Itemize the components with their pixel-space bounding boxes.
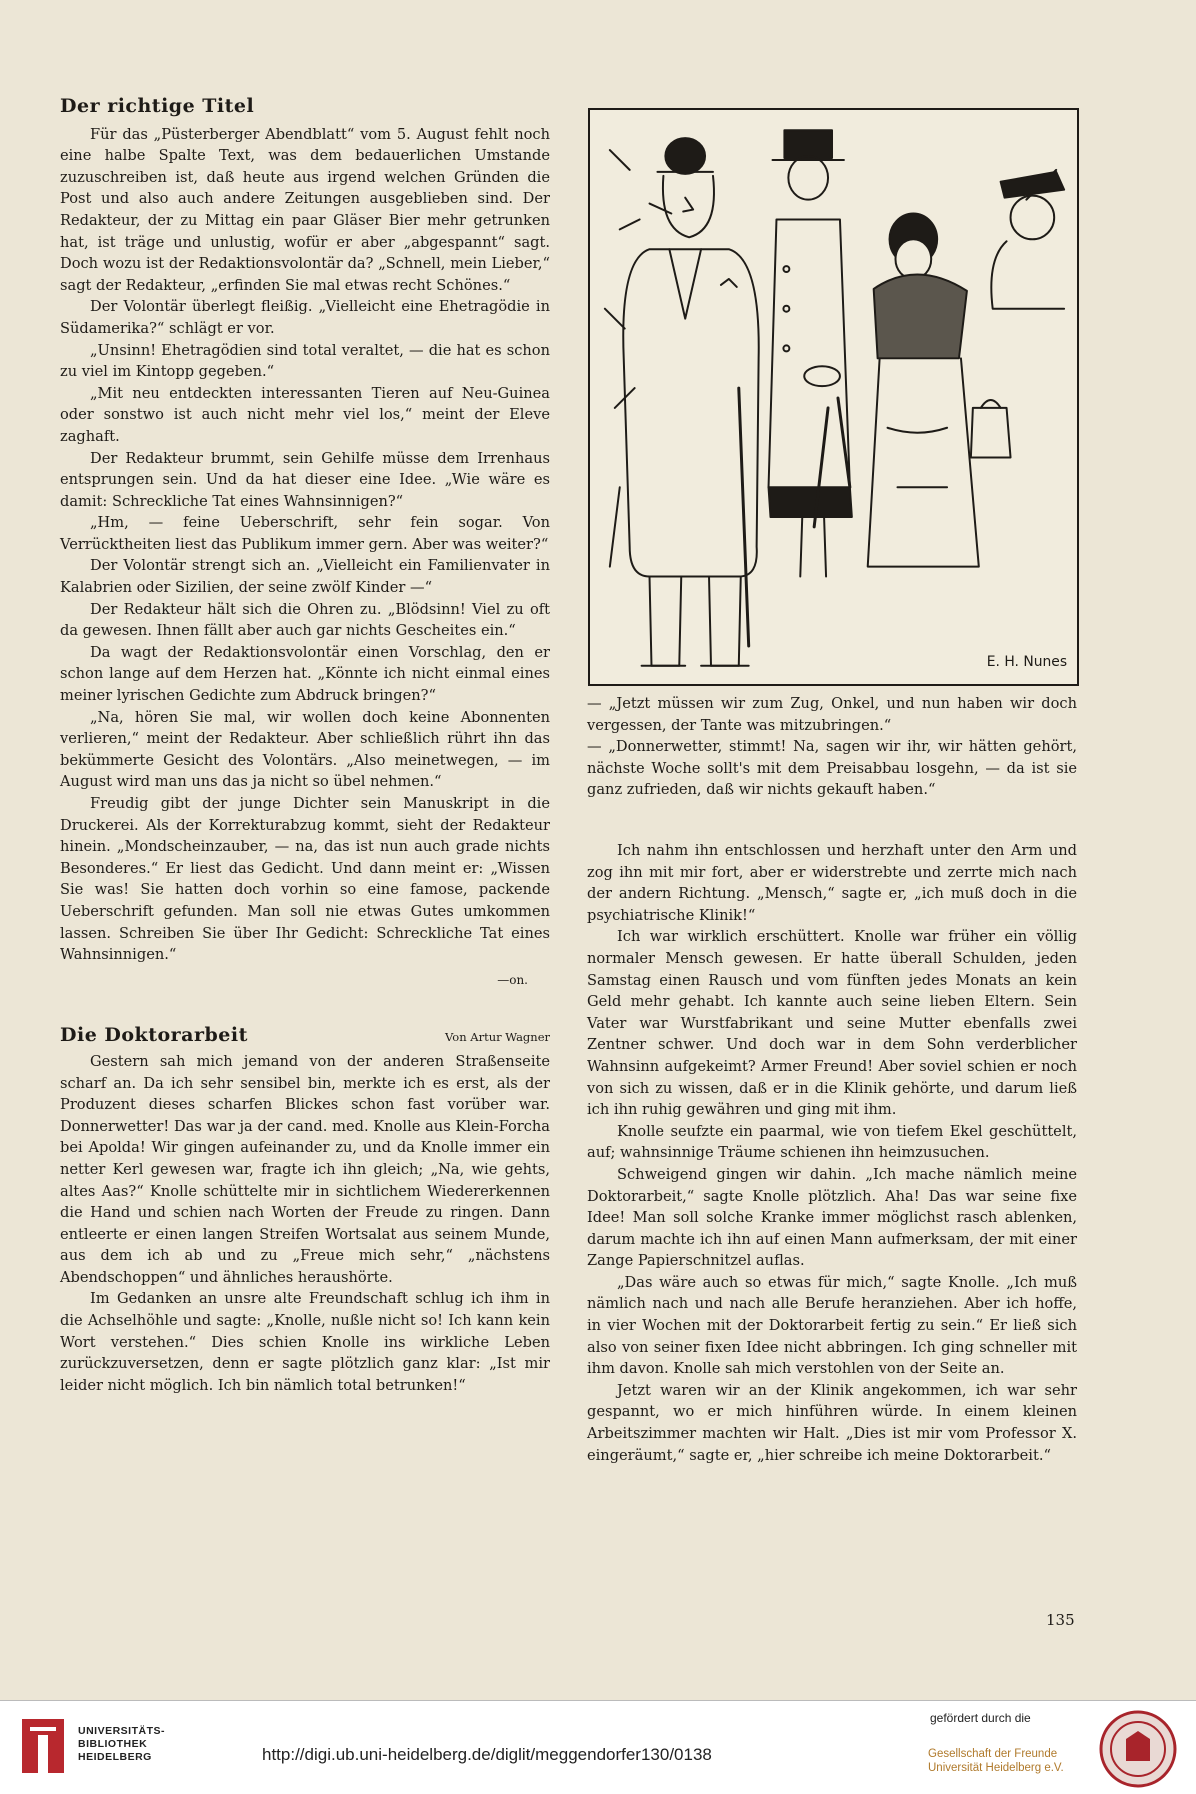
- article1-paragraph: „Unsinn! Ehetragödien sind total veraltet, — die hat es schon zu viel im Kintopp gegeben.“: [60, 341, 550, 381]
- article1-paragraph: Freudig gibt der junge Dichter sein Manuskript in die Druckerei. Als der Korrekturabzug kommt, sieht der Redakteur hinein. „Mondscheinzauber, — na, das ist nun auch grade nichts Besonderes.“ Er liest das Gedicht. Und dann meint er: „Wissen Sie was! Sie hatten doch vorhin so eine famose, packende Ueberschrift gefunden. Man soll nie etwas Gutes umkommen lassen. Schreiben Sie über Ihr Gedicht: Schreckliche Tat eines Wahnsinnigen.“: [60, 795, 550, 964]
- article2-author: Von Artur Wagner: [445, 1030, 550, 1045]
- article2-paragraph: Schweigend gingen wir dahin. „Ich mache nämlich meine Doktorarbeit,“ sagte Knolle plötzlich. Aha! Das war seine fixe Idee! Man soll solche Kranke immer möglichst rasch ablenken, darum machte ich ihn auf einen Mann aufmerksam, der mit einer Zange Papierschnitzel auflas.: [587, 1165, 1077, 1270]
- article1-signature: —on.: [497, 972, 528, 987]
- article1-paragraph: Der Redakteur hält sich die Ohren zu. „Blödsinn! Viel zu oft da gewesen. Ihnen fällt aber auch gar nichts Gescheites ein.“: [60, 600, 550, 640]
- article2-paragraph: Gestern sah mich jemand von der anderen Straßenseite scharf an. Da ich sehr sensibel bin, merkte ich es erst, als der Produzent dieses scharfen Blickes schon fast vorüber war. Donnerwetter! Das war ja der cand. med. Knolle aus Klein-Forcha bei Apolda! Wir gingen aufeinander zu, und da Knolle immer ein netter Kerl gewesen war, fragte ich ihn gleich; „Na, wie gehts, altes Aas?“ Knolle schüttelte mir in sichtlichem Wiedererkennen die Hand und schien nach Worten der Freude zu ringen. Dann entleerte er einen langen Streifen Wortsalat aus seinem Munde, aus dem ich ab und zu „Freue mich sehr,“ „nächstens Abendschoppen“ und ähnliches heraushörte.: [60, 1052, 550, 1286]
- article1-paragraph: Der Redakteur brummt, sein Gehilfe müsse dem Irrenhaus entsprungen sein. Und da hat dieser eine Idee. „Wie wäre es damit: Schreckliche Tat eines Wahnsinnigen?“: [60, 449, 550, 510]
- article2-paragraph: Ich war wirklich erschüttert. Knolle war früher ein völlig normaler Mensch gewesen. Er hatte überall Schulden, jeden Samstag einen Rausch und vom fünften jedes Monats an kein Geld mehr gehabt. Ich kannte auch seine lieben Eltern. Sein Vater war Wurstfabrikant und seine Mutter ebenfalls zwei Zentner schwer. Und doch war in dem Sohn verderblicher Wahnsinn aufgekeimt? Armer Freund! Aber soviel schien er noch von sich zu wissen, daß er in die Klinik gehörte, und darum ließ ich ihn ruhig gewähren und ging mit ihm.: [587, 928, 1077, 1119]
- article2-paragraph: Knolle seufzte ein paarmal, wie von tiefem Ekel geschüttelt, auf; wahnsinnige Träume schienen ihn heimzusuchen.: [587, 1122, 1077, 1162]
- library-name-line: UNIVERSITÄTS-: [78, 1725, 166, 1737]
- article2-title: Die Doktorarbeit: [60, 1024, 248, 1047]
- page-number: 135: [1046, 1611, 1075, 1629]
- article1-paragraph: „Na, hören Sie mal, wir wollen doch keine Abonnenten verlieren,“ meint der Redakteur. Aber schließlich rührt ihn das bekümmerte Gesicht des Volontärs. „Also meinetwegen, — im August wird man uns das ja nicht so übel nehmen.“: [60, 708, 550, 791]
- library-name-line: HEIDELBERG: [78, 1751, 152, 1763]
- article1-paragraph: Da wagt der Redaktionsvolontär einen Vorschlag, den er schon lange auf dem Herzen hat. „Könnte ich nicht einmal eines meiner lyrischen Gedichte zum Abdruck bringen?“: [60, 643, 550, 705]
- article2-paragraph: Im Gedanken an unsre alte Freundschaft schlug ich ihm in die Achselhöhle und sagte: „Knolle, nußle nicht so! Ich kann kein Wort verstehen.“ Dies schien Knolle ins wirkliche Leben zurückzuversetzen, denn er sagte plötzlich ganz klar: „Ist mir leider nicht möglich. Ich bin nämlich total betrunken!“: [60, 1290, 550, 1394]
- university-library-logo-icon: [18, 1715, 68, 1777]
- left-column: [60, 96, 550, 1396]
- sponsor-name: [928, 1747, 1064, 1775]
- illustration: [588, 108, 1079, 686]
- sponsor-name-line: Universität Heidelberg e.V.: [928, 1762, 1064, 1774]
- article1-paragraph: Der Volontär überlegt fleißig. „Vielleicht eine Ehetragödie in Südamerika?“ schlägt er vor.: [60, 298, 550, 337]
- article1-paragraph: „Hm, — feine Ueberschrift, sehr fein sogar. Von Verrücktheiten liest das Publikum immer gern. Aber was weiter?“: [60, 514, 550, 553]
- caption-line: — „Jetzt müssen wir zum Zug, Onkel, und nun haben wir doch vergessen, der Tante was mitzubringen.“: [587, 695, 1077, 734]
- sponsor-name-line: Gesellschaft der Freunde: [928, 1748, 1058, 1760]
- library-name-line: BIBLIOTHEK: [78, 1738, 148, 1750]
- caption-line: — „Donnerwetter, stimmt! Na, sagen wir ihr, wir hätten gehört, nächste Woche sollt's mit dem Preisabbau losgehn, — da ist sie ganz zufrieden, daß wir nichts gekauft haben.“: [587, 738, 1077, 799]
- right-column: [587, 840, 1077, 1466]
- article2-paragraph: Ich nahm ihn entschlossen und herzhaft unter den Arm und zog ihn mit mir fort, aber er widerstrebte und zerrte mich nach der andern Richtung. „Mensch,“ sagte er, „ich muß doch in die psychiatrische Klinik!“: [587, 842, 1077, 924]
- digital-object-url[interactable]: http://digi.ub.uni-heidelberg.de/diglit/meggendorfer130/0138: [262, 1745, 712, 1764]
- illustration-caption: [587, 693, 1077, 801]
- footer-bar: [0, 1700, 1196, 1794]
- artist-signature: E. H. Nunes: [986, 653, 1068, 670]
- article2-paragraph: Jetzt waren wir an der Klinik angekommen, ich war sehr gespannt, wo er mich hinführen würde. In einem kleinen Arbeitszimmer machten wir Halt. „Dies ist mir vom Professor X. eingeräumt,“ sagte er, „hier schreibe ich meine Doktorarbeit.“: [587, 1381, 1077, 1464]
- article1-paragraph: Für das „Püsterberger Abendblatt“ vom 5. August fehlt noch eine halbe Spalte Text, was dem bedauerlichen Umstande zuzuschreiben ist, daß heute aus irgend welchen Gründen die Post und also auch andere Zeitungen ausgeblieben sind. Der Redakteur, der zu Mittag ein paar Gläser Bier mehr getrunken hat, ist träge und unlustig, wofür er aber „abgespannt“ sagt. Doch wozu ist der Redaktionsvolontär da? „Schnell, mein Lieber,“ sagt der Redakteur, „erfinden Sie mal etwas recht Schönes.“: [60, 125, 550, 294]
- article1-paragraph: „Mit neu entdeckten interessanten Tieren auf Neu-Guinea oder sonstwo ist auch nicht mehr viel los,“ meint der Eleve zaghaft.: [60, 384, 550, 445]
- article1-title: Der richtige Titel: [60, 95, 255, 117]
- library-name: [78, 1725, 165, 1764]
- article2-header: [60, 1025, 550, 1051]
- cartoon-drawing: [590, 110, 1077, 684]
- university-seal-icon: [1098, 1709, 1178, 1789]
- article1-paragraph: Der Volontär strengt sich an. „Vielleicht ein Familienvater in Kalabrien oder Sizilien, der seine zwölf Kinder —“: [60, 557, 550, 597]
- sponsor-label: gefördert durch die: [930, 1711, 1031, 1725]
- article2-paragraph: „Das wäre auch so etwas für mich,“ sagte Knolle. „Ich muß nämlich nach und nach alle Berufe heranziehen. Aber ich hoffe, in vier Wochen mit der Doktorarbeit fertig zu sein.“ Er ließ sich also von seiner fixen Idee nicht abbringen. Ich ging schneller mit ihm davon. Knolle sah mich verstohlen von der Seite an.: [587, 1273, 1077, 1378]
